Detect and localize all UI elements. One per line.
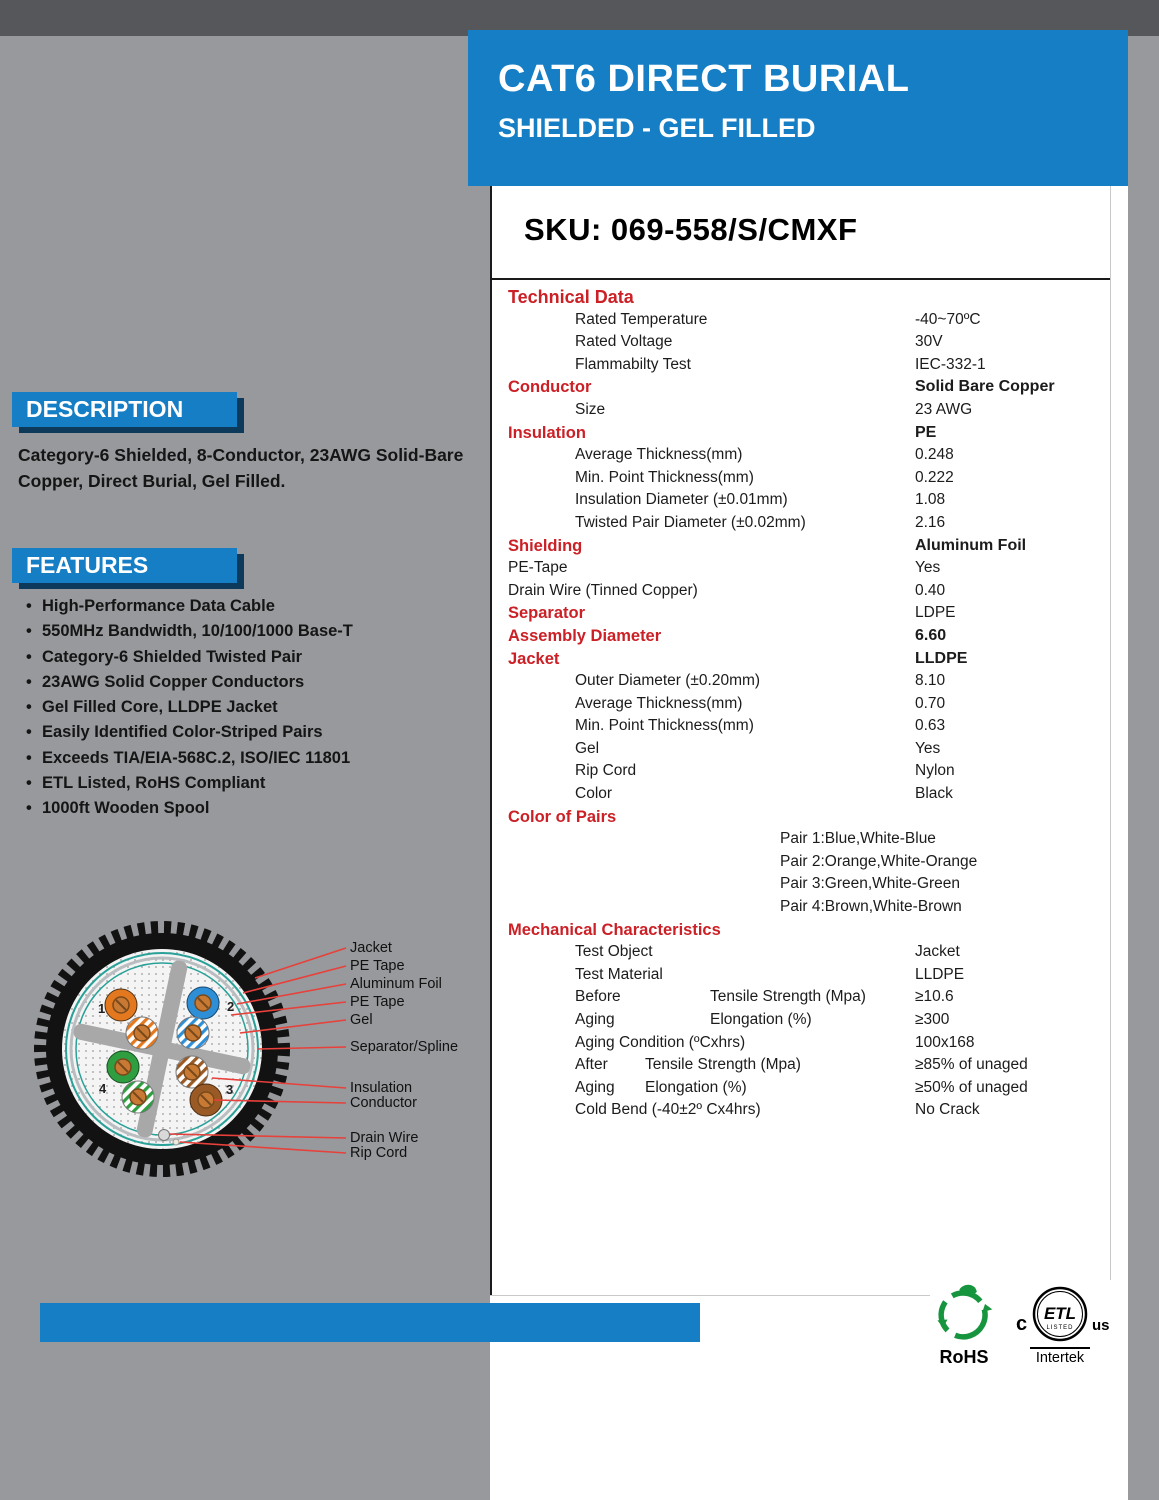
- spec-row-value: Yes: [915, 739, 941, 757]
- svg-text:ETL: ETL: [1043, 1304, 1077, 1323]
- spec-row-label: Min. Point Thickness(mm): [575, 717, 754, 735]
- spec-row-value: ≥300: [915, 1011, 950, 1028]
- rohs-logo: [932, 1282, 996, 1368]
- feature-item: • Gel Filled Core, LLDPE Jacket: [20, 695, 482, 720]
- feature-item: • 1000ft Wooden Spool: [20, 796, 482, 821]
- spec-row-value: ≥10.6: [915, 988, 954, 1006]
- spec-row-label: Average Thickness(mm): [575, 694, 743, 712]
- spec-row-label2: Tensile Strength (Mpa): [645, 1056, 801, 1074]
- spec-row-value: ≥85% of unaged: [915, 1056, 1028, 1074]
- spec-row-label: Outer Diameter (±0.20mm): [575, 672, 761, 690]
- product-subtitle: SHIELDED - GEL FILLED: [498, 113, 816, 143]
- spec-section-label: Conductor: [508, 378, 592, 397]
- spec-row-value: 0.70: [915, 694, 946, 712]
- spec-row-label: Cold Bend (-40±2º Cx4hrs): [575, 1101, 761, 1119]
- pair-number-1: 1: [98, 1001, 106, 1016]
- feature-item: • Easily Identified Color-Striped Pairs: [20, 720, 482, 745]
- spec-section-value: PE: [915, 423, 937, 441]
- description-heading-bar: [12, 392, 237, 427]
- spec-row: [490, 354, 1115, 377]
- spec-section-value: Solid Bare Copper: [915, 378, 1055, 396]
- spec-row: [490, 512, 1115, 535]
- spec-row: [490, 986, 1115, 1009]
- bottom-accent-bar: [40, 1303, 700, 1342]
- spec-row-label: Insulation Diameter (±0.01mm): [575, 491, 788, 509]
- spec-row-label2: Elongation (%): [645, 1078, 747, 1096]
- spec-table: [490, 286, 1115, 1122]
- feature-item: • Category-6 Shielded Twisted Pair: [20, 645, 482, 670]
- description-text: Category-6 Shielded, 8-Conductor, 23AWG Solid-Bare Copper, Direct Burial, Gel Filled.: [18, 445, 464, 492]
- diagram-label-drain-wire: Drain Wire: [350, 1130, 419, 1146]
- spec-row: [490, 467, 1115, 490]
- spec-section-row: [490, 286, 1115, 309]
- spec-row-label: Test Object: [575, 943, 653, 961]
- pair-number-3: 3: [226, 1082, 234, 1097]
- spec-row: [490, 331, 1115, 354]
- diagram-label-separator-spline: Separator/Spline: [350, 1039, 459, 1055]
- spec-row: [490, 693, 1115, 716]
- spec-row-label: Rated Voltage: [575, 333, 673, 351]
- spec-row: [490, 444, 1115, 467]
- spec-row-value: 0.63: [915, 717, 946, 735]
- intertek-label: Intertek: [1030, 1347, 1090, 1366]
- svg-text:us: us: [1092, 1317, 1110, 1334]
- diagram-label-jacket: Jacket: [350, 940, 392, 956]
- spec-section-label: Technical Data: [508, 287, 634, 307]
- feature-item: • High-Performance Data Cable: [20, 594, 482, 619]
- spec-row-label: Aging: [575, 1011, 615, 1028]
- spec-section-label: Jacket: [508, 649, 560, 668]
- product-title: CAT6 DIRECT BURIAL: [498, 58, 910, 100]
- certification-logos: [930, 1280, 1120, 1370]
- pair-number-2: 2: [227, 999, 235, 1014]
- spec-section-label: Insulation: [508, 423, 586, 442]
- spec-row-value: ≥50% of unaged: [915, 1078, 1028, 1096]
- spec-row: [490, 557, 1115, 580]
- spec-section-row: [490, 919, 1115, 942]
- spec-section-row: [490, 806, 1115, 829]
- spec-section-label: Shielding: [508, 536, 583, 555]
- spec-row-label: Average Thickness(mm): [575, 446, 743, 464]
- spec-row-value: 1.08: [915, 491, 946, 509]
- spec-section-row: [490, 625, 1115, 648]
- spec-section-value: Aluminum Foil: [915, 536, 1027, 554]
- spec-row: [490, 715, 1115, 738]
- spec-row: [490, 1077, 1115, 1100]
- spec-row-label: Flammabilty Test: [575, 355, 691, 373]
- spec-section-label: Assembly Diameter: [508, 626, 662, 645]
- etl-mark-icon: [1008, 1282, 1112, 1346]
- diagram-label-pe-tape-1: PE Tape: [350, 958, 405, 974]
- spec-row-value: 0.248: [915, 446, 954, 464]
- spec-row-value: Jacket: [915, 943, 960, 961]
- spec-row-label: Aging: [575, 1078, 615, 1096]
- spec-section-label: Separator: [508, 604, 586, 623]
- spec-row-label: Color: [575, 785, 613, 803]
- spec-row-label: Aging Condition (ºCxhrs): [575, 1033, 746, 1051]
- spec-row-value: 0.40: [915, 581, 946, 599]
- features-heading-bar: [12, 548, 237, 583]
- spec-row-label: Size: [575, 400, 606, 418]
- spec-section-label: Mechanical Characteristics: [508, 920, 721, 939]
- spec-row-label: Rated Temperature: [575, 310, 708, 328]
- spec-section-value: LDPE: [915, 604, 956, 622]
- spec-row-value: IEC-332-1: [915, 355, 986, 373]
- spec-row: [490, 783, 1115, 806]
- sku-underline: [490, 278, 1110, 280]
- features-heading: FEATURES: [26, 552, 149, 578]
- rohs-recycle-icon: [932, 1282, 996, 1346]
- spec-row: [490, 580, 1115, 603]
- spec-row-label: Twisted Pair Diameter (±0.02mm): [575, 513, 806, 531]
- spec-row: [490, 670, 1115, 693]
- spec-row-value: No Crack: [915, 1101, 980, 1119]
- spec-row-label2: Tensile Strength (Mpa): [710, 988, 866, 1006]
- rip-cord-dot: [173, 1139, 179, 1145]
- spec-row-label2: Elongation (%): [710, 1011, 812, 1028]
- etl-logo: [1008, 1282, 1112, 1366]
- spec-section-row: [490, 422, 1115, 445]
- rohs-label: RoHS: [939, 1347, 989, 1367]
- spec-row-label: Before: [575, 988, 621, 1006]
- svg-text:LISTED: LISTED: [1046, 1325, 1074, 1331]
- features-list: [20, 594, 482, 822]
- spec-row: [490, 738, 1115, 761]
- spec-row-value: Nylon: [915, 762, 955, 780]
- sku-heading: SKU: 069-558/S/CMXF: [524, 212, 858, 247]
- diagram-label-aluminum-foil: Aluminum Foil: [350, 976, 442, 992]
- spec-row-label: After: [575, 1056, 608, 1074]
- diagram-label-conductor: Conductor: [350, 1095, 417, 1111]
- spec-row-value: 30V: [915, 333, 943, 351]
- spec-row-value: Black: [915, 785, 953, 803]
- pair-color-line: Pair 3:Green,White-Green: [780, 875, 961, 893]
- spec-section-row: [490, 376, 1115, 399]
- color-of-pairs-lines: [490, 828, 1115, 918]
- spec-row-label: Test Material: [575, 965, 663, 983]
- spec-row-label: PE-Tape: [508, 559, 568, 577]
- diagram-label-rip-cord: Rip Cord: [350, 1145, 408, 1161]
- drain-wire-dot: [159, 1130, 170, 1141]
- product-header: [468, 30, 1128, 186]
- diagram-label-insulation: Insulation: [350, 1080, 413, 1096]
- spec-row: [490, 489, 1115, 512]
- spec-row: [490, 1054, 1115, 1077]
- pair-color-line: Pair 2:Orange,White-Orange: [780, 852, 978, 870]
- pair-color-line: Pair 1:Blue,White-Blue: [780, 830, 936, 848]
- svg-text:c: c: [1016, 1313, 1028, 1335]
- diagram-label-pe-tape-2: PE Tape: [350, 994, 405, 1010]
- spec-row: [490, 941, 1115, 964]
- spec-section-row: [490, 535, 1115, 558]
- spec-row-value: 2.16: [915, 513, 946, 531]
- spec-row-label: Gel: [575, 739, 600, 757]
- spec-row-value: Yes: [915, 559, 941, 577]
- spec-row-value: 8.10: [915, 672, 946, 690]
- spec-row-value: LLDPE: [915, 965, 965, 983]
- cable-cross-section-diagram: [0, 916, 490, 1190]
- spec-section-label: Color of Pairs: [508, 807, 617, 826]
- spec-row-value: 23 AWG: [915, 400, 973, 418]
- spec-row: [490, 760, 1115, 783]
- spec-row-label: Drain Wire (Tinned Copper): [508, 581, 698, 599]
- spec-section-value: LLDPE: [915, 649, 968, 667]
- pair-number-4: 4: [99, 1081, 107, 1096]
- feature-item: • ETL Listed, RoHS Compliant: [20, 771, 482, 796]
- spec-section-value: 6.60: [915, 626, 947, 644]
- spec-row: [490, 309, 1115, 332]
- spec-row-value: 100x168: [915, 1033, 975, 1051]
- spec-row: [490, 1009, 1115, 1032]
- spec-row-label: Min. Point Thickness(mm): [575, 468, 754, 486]
- spec-section-row: [490, 602, 1115, 625]
- spec-row-value: -40~70ºC: [915, 310, 981, 328]
- spec-row: [490, 399, 1115, 422]
- spec-row: [490, 1032, 1115, 1055]
- spec-section-row: [490, 648, 1115, 671]
- feature-item: • 23AWG Solid Copper Conductors: [20, 670, 482, 695]
- pair-color-line: Pair 4:Brown,White-Brown: [780, 898, 962, 916]
- description-heading: DESCRIPTION: [26, 396, 184, 422]
- spec-row-label: Rip Cord: [575, 762, 637, 780]
- spec-row: [490, 1099, 1115, 1122]
- diagram-label-gel: Gel: [350, 1012, 373, 1028]
- spec-row: [490, 964, 1115, 987]
- feature-item: • Exceeds TIA/EIA-568C.2, ISO/IEC 11801: [20, 746, 482, 771]
- feature-item: • 550MHz Bandwidth, 10/100/1000 Base-T: [20, 619, 482, 644]
- spec-row-value: 0.222: [915, 468, 954, 486]
